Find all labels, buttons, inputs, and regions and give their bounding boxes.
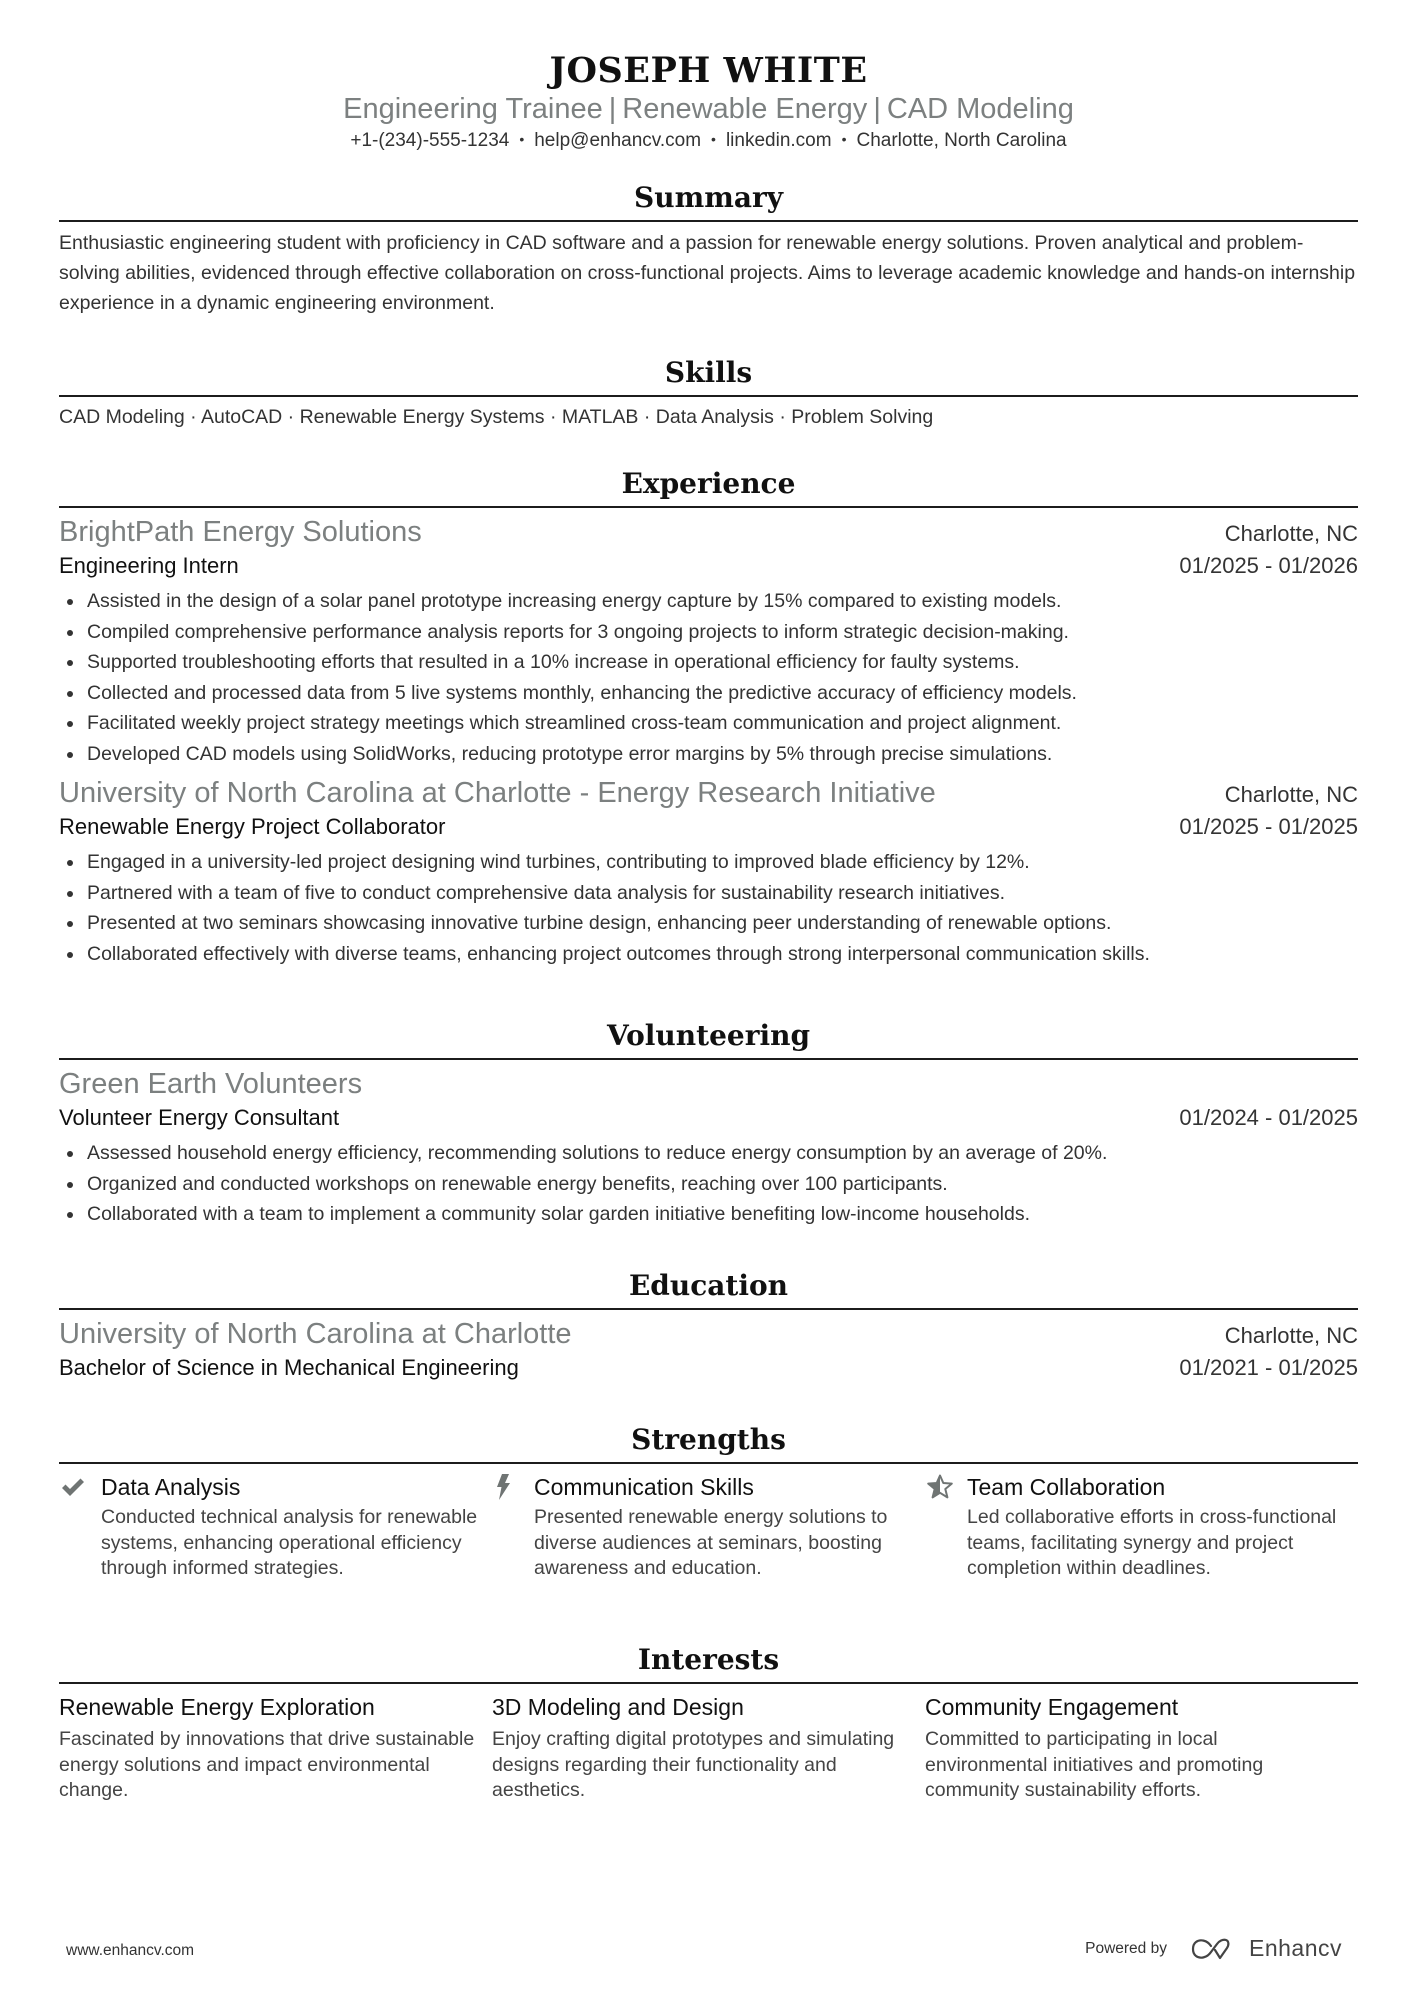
volunteer-role: Volunteer Energy Consultant [59, 1105, 340, 1130]
candidate-name: JOSEPH WHITE [549, 50, 868, 91]
strength-item [59, 1472, 492, 1582]
list-item: Presented at two seminars showcasing innovative turbine design, enhancing peer understanding of renewable options. [59, 908, 1358, 939]
location: Charlotte, North Carolina [856, 130, 1067, 151]
strengths-section [59, 1422, 1358, 1582]
section-divider [59, 220, 1358, 222]
experience-entry [59, 775, 1358, 969]
strength-item [492, 1472, 925, 1582]
phone[interactable]: +1-(234)-555-1234 [350, 130, 510, 151]
entry-dates: 01/2025 - 01/2026 [1179, 553, 1358, 578]
section-divider [59, 1058, 1358, 1060]
achievement-list [59, 847, 1358, 969]
education-entry [59, 1316, 1358, 1384]
footer-website-link[interactable]: www.enhancv.com [66, 1942, 195, 1959]
interest-title: Renewable Energy Exploration [59, 1694, 375, 1720]
entry-location: Charlotte, NC [1224, 1323, 1358, 1348]
list-item: Organized and conducted workshops on renewable energy benefits, reaching over 100 participants. [59, 1169, 1358, 1200]
section-title-strengths: Strengths [631, 1423, 786, 1456]
checkmark-icon [59, 1472, 101, 1502]
list-item: Collected and processed data from 5 live systems monthly, enhancing the predictive accuracy of efficiency models. [59, 678, 1358, 709]
volunteering-entry [59, 1066, 1358, 1230]
headline-part: Engineering Trainee [343, 93, 603, 125]
interests-section [59, 1642, 1358, 1804]
list-item: Developed CAD models using SolidWorks, reducing prototype error margins by 5% through precise simulations. [59, 739, 1358, 770]
strength-item [925, 1472, 1358, 1582]
strength-title: Data Analysis [101, 1474, 241, 1500]
list-item: Compiled comprehensive performance analysis reports for 3 ongoing projects to inform strategic decision-making. [59, 617, 1358, 648]
list-item: Assessed household energy efficiency, recommending solutions to reduce energy consumption by an average of 20%. [59, 1138, 1358, 1169]
degree: Bachelor of Science in Mechanical Engineering [59, 1355, 519, 1380]
section-divider [59, 395, 1358, 397]
summary-text: Enthusiastic engineering student with proficiency in CAD software and a passion for renewable energy solutions. Proven analytical and problem-solving abilities, evidenced through effective collaboration on cross-functional projects. Aims to leverage academic knowledge and hands-on internship experience in a dynamic engineering environment. [59, 232, 1356, 314]
contact-line [59, 128, 1358, 154]
strength-description: Presented renewable energy solutions to diverse audiences at seminars, boosting awareness and education. [534, 1506, 888, 1579]
achievement-list [59, 586, 1358, 769]
section-divider [59, 1682, 1358, 1684]
headline [59, 92, 1358, 126]
entry-location: Charlotte, NC [1224, 782, 1358, 807]
list-item: Engaged in a university-led project designing wind turbines, contributing to improved blade efficiency by 12%. [59, 847, 1358, 878]
entry-dates: 01/2025 - 01/2025 [1179, 814, 1358, 839]
entry-dates: 01/2024 - 01/2025 [1179, 1105, 1358, 1130]
list-item: Collaborated effectively with diverse teams, enhancing project outcomes through strong interpersonal communication skills. [59, 939, 1358, 970]
interest-description: Fascinated by innovations that drive sustainable energy solutions and impact environmental change. [59, 1728, 475, 1801]
enhancv-infinity-heart-icon [1191, 1937, 1237, 1961]
experience-entry [59, 514, 1358, 769]
experience-section [59, 466, 1358, 969]
skills-section [59, 355, 1358, 431]
job-title: Renewable Energy Project Collaborator [59, 814, 446, 839]
interest-title: Community Engagement [925, 1694, 1179, 1720]
headline-part: Renewable Energy [622, 93, 868, 125]
email-link[interactable]: help@enhancv.com [534, 130, 702, 151]
resume-page [59, 0, 1358, 1801]
interest-description: Enjoy crafting digital prototypes and simulating designs regarding their functionality and aesthetics. [492, 1728, 895, 1801]
job-title: Engineering Intern [59, 553, 239, 578]
powered-by-label: Powered by [1085, 1939, 1167, 1957]
company-name: BrightPath Energy Solutions [59, 516, 422, 548]
headline-part: CAD Modeling [886, 93, 1074, 125]
company-name: University of North Carolina at Charlotte - Energy Research Initiative [59, 777, 936, 809]
section-title-summary: Summary [634, 181, 783, 214]
school-name: University of North Carolina at Charlotte [59, 1318, 572, 1350]
footer-branding [1085, 1935, 1342, 1962]
list-item: Facilitated weekly project strategy meetings which streamlined cross-team communication and project alignment. [59, 708, 1358, 739]
list-item: Assisted in the design of a solar panel prototype increasing energy capture by 15% compared to existing models. [59, 586, 1358, 617]
section-divider [59, 506, 1358, 508]
list-item: Supported troubleshooting efforts that resulted in a 10% increase in operational efficiency for faulty systems. [59, 647, 1358, 678]
brand-name: Enhancv [1248, 1935, 1342, 1961]
bullet-separator: • [841, 131, 847, 147]
headline-separator: | [608, 93, 617, 125]
skills-list: CAD Modeling · AutoCAD · Renewable Energy Systems · MATLAB · Data Analysis · Problem Solving [59, 406, 934, 428]
half-star-icon [925, 1472, 967, 1502]
volunteering-section [59, 1018, 1358, 1230]
interest-item [925, 1692, 1358, 1804]
entry-location: Charlotte, NC [1224, 521, 1358, 546]
section-divider [59, 1308, 1358, 1310]
enhancv-logo[interactable] [1191, 1935, 1342, 1962]
entry-dates: 01/2021 - 01/2025 [1179, 1355, 1358, 1380]
section-title-volunteering: Volunteering [606, 1019, 811, 1052]
strength-description: Led collaborative efforts in cross-functional teams, facilitating synergy and project completion within deadlines. [967, 1506, 1337, 1579]
lightning-bolt-icon [492, 1472, 534, 1502]
section-title-education: Education [628, 1269, 789, 1302]
interest-title: 3D Modeling and Design [492, 1694, 744, 1720]
bullet-separator: • [519, 131, 525, 147]
interest-description: Committed to participating in local environmental initiatives and promoting community sustainability efforts. [925, 1728, 1264, 1801]
strength-title: Communication Skills [534, 1474, 754, 1500]
section-divider [59, 1462, 1358, 1464]
resume-header [59, 0, 1358, 154]
organization-name: Green Earth Volunteers [59, 1068, 363, 1100]
strength-description: Conducted technical analysis for renewable systems, enhancing operational efficiency through informed strategies. [101, 1506, 478, 1579]
interest-item [59, 1692, 492, 1804]
section-title-interests: Interests [637, 1643, 780, 1676]
summary-section [59, 180, 1358, 318]
linkedin-link[interactable]: linkedin.com [725, 130, 832, 151]
interest-item [492, 1692, 925, 1804]
bullet-separator: • [711, 131, 716, 147]
achievement-list [59, 1138, 1358, 1230]
section-title-skills: Skills [664, 356, 753, 389]
education-section [59, 1268, 1358, 1384]
strength-title: Team Collaboration [967, 1474, 1166, 1500]
section-title-experience: Experience [621, 467, 796, 500]
headline-separator: | [873, 93, 881, 125]
list-item: Collaborated with a team to implement a community solar garden initiative benefiting low-income households. [59, 1199, 1358, 1230]
list-item: Partnered with a team of five to conduct comprehensive data analysis for sustainability research initiatives. [59, 878, 1358, 909]
